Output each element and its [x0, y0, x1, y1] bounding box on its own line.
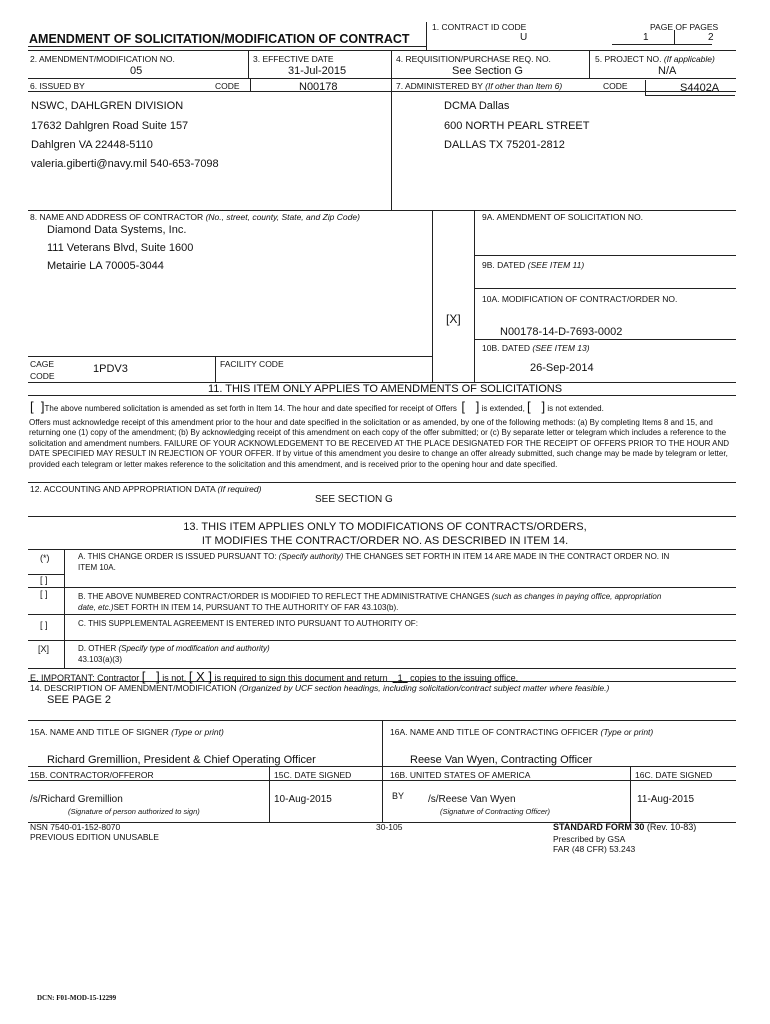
- issuer-street: 17632 Dahlgren Road Suite 157: [31, 120, 189, 132]
- page-number: 1: [643, 32, 649, 43]
- contractor-is-not-checkbox[interactable]: [ ]: [141, 669, 160, 684]
- contracting-officer-name: Reese Van Wyen, Contracting Officer: [410, 754, 593, 766]
- item-13b-text: B. THE ABOVE NUMBERED CONTRACT/ORDER IS MODIFIED TO REFLECT THE ADMINISTRATIVE CHANGES (such as changes in paying office, appropriation: [78, 592, 662, 601]
- project-value: N/A: [658, 65, 677, 77]
- item-13a-text-2: ITEM 10A.: [78, 563, 116, 572]
- issued-by-label: 6. ISSUED BY: [30, 81, 85, 91]
- issuer-contact: valeria.giberti@navy.mil 540-653-7098: [31, 158, 219, 170]
- contractor-street: 111 Veterans Blvd, Suite 1600: [47, 242, 194, 254]
- form-title: AMENDMENT OF SOLICITATION/MODIFICATION OF CONTRACT: [29, 32, 410, 46]
- requisition-value: See Section G: [452, 65, 523, 77]
- item-13a-mark[interactable]: (*): [40, 553, 50, 563]
- dcn-number: DCN: F01-MOD-15-12299: [37, 994, 117, 1002]
- by-label: BY: [392, 791, 405, 801]
- issuer-city: Dahlgren VA 22448-5110: [31, 139, 153, 151]
- project-label: 5. PROJECT NO. (If applicable): [595, 54, 715, 64]
- cage-code: 1PDV3: [93, 363, 128, 375]
- item-15c-label: 15C. DATE SIGNED: [274, 770, 352, 780]
- item-13b-text-2: date, etc.)SET FORTH IN ITEM 14, PURSUANT TO THE AUTHORITY OF FAR 43.103(b).: [78, 603, 399, 612]
- item-13b-mark[interactable]: [ ]: [40, 589, 48, 599]
- nsn-number: NSN 7540-01-152-8070: [30, 822, 121, 832]
- solicitation-amended-checkbox[interactable]: [ ]: [30, 399, 45, 414]
- offers-not-extended-checkbox[interactable]: [ ]: [527, 399, 546, 414]
- admin-street: 600 NORTH PEARL STREET: [444, 120, 590, 132]
- offers-extended-checkbox[interactable]: [ ]: [461, 399, 480, 414]
- admin-code-label: CODE: [603, 81, 628, 91]
- item-10b-label: 10B. DATED (SEE ITEM 13): [482, 343, 590, 353]
- code-label: CODE: [215, 81, 240, 91]
- requisition-label: 4. REQUISITION/PURCHASE REQ. NO.: [396, 54, 551, 64]
- administered-by-label: 7. ADMINISTERED BY (If other than Item 6): [396, 81, 563, 91]
- item-13d-mark[interactable]: [X]: [38, 644, 50, 654]
- admin-name: DCMA Dallas: [444, 100, 510, 112]
- officer-signature-caption: (Signature of Contracting Officer): [440, 807, 551, 816]
- accounting-data: SEE SECTION G: [315, 494, 393, 505]
- contractor-name: Diamond Data Systems, Inc.: [47, 224, 187, 236]
- item-15a-label: 15A. NAME AND TITLE OF SIGNER (Type or print): [30, 727, 224, 737]
- item-13-blank-mark[interactable]: [ ]: [40, 575, 48, 585]
- item-10-checkbox[interactable]: [X]: [446, 312, 461, 326]
- copies-count: 1: [397, 673, 403, 683]
- item-16c-label: 16C. DATE SIGNED: [635, 770, 713, 780]
- item-11-instructions: Offers must acknowledge receipt of this amendment prior to the hour and date specified in the solicitation or as amended, by one of the following methods: (a) By completing Items 8 and 15, and returning one (1) copy of the amendment; (b) By acknowledging receipt of this amendment on each copy of the offer submitted; or (c) By separate letter or telegram which includes a reference to the solicitation and amendment numbers. FAILURE OF YOUR ACKNOWLEDGEMENT TO BE RECEIVED AT THE PLACE DESIGNATED FOR THE RECEIPT OF OFFERS PRIOR TO THE HOUR AND DATE SPECIFIED MAY RESULT IN REJECTION OF YOUR OFFER. If by virtue of this amendment you desire to change an offer already submitted, such change may be made by telegram or letter, provided each telegram or letter makes reference to the solicitation and this amendment, and is received prior to the opening hour and date specified.: [29, 418, 730, 469]
- form-number: STANDARD FORM 30 (Rev. 10-83): [553, 822, 697, 832]
- admin-city: DALLAS TX 75201-2812: [444, 139, 565, 151]
- item-13-heading-2: IT MODIFIES THE CONTRACT/ORDER NO. AS DESCRIBED IN ITEM 14.: [201, 535, 569, 547]
- page-of-pages-label: PAGE OF PAGES: [650, 22, 719, 32]
- contractor-required-checkbox[interactable]: [ X ]: [188, 669, 212, 684]
- contractor-city: Metairie LA 70005-3044: [47, 260, 164, 272]
- item-16a-label: 16A. NAME AND TITLE OF CONTRACTING OFFICER (Type or print): [390, 727, 654, 737]
- contractor-signature-caption: (Signature of person authorized to sign): [68, 807, 200, 816]
- amendment-no-label: 2. AMENDMENT/MODIFICATION NO.: [30, 54, 175, 64]
- officer-date-signed: 11-Aug-2015: [637, 794, 695, 805]
- contract-id-code-label: 1. CONTRACT ID CODE: [432, 22, 527, 32]
- effective-date-label: 3. EFFECTIVE DATE: [253, 54, 334, 64]
- item-13c-mark[interactable]: [ ]: [40, 620, 48, 630]
- item-14-label: 14. DESCRIPTION OF AMENDMENT/MODIFICATION (Organized by UCF section headings, including solicitation/contract subject matter where feasible.): [30, 683, 610, 693]
- effective-date: 31-Jul-2015: [288, 65, 347, 77]
- page-count: 2: [708, 32, 714, 43]
- contractor-signature: /s/Richard Gremillion: [30, 794, 123, 805]
- contract-order-no: N00178-14-D-7693-0002: [500, 326, 623, 338]
- item-9b-label: 9B. DATED (SEE ITEM 11): [482, 260, 585, 270]
- item-10a-label: 10A. MODIFICATION OF CONTRACT/ORDER NO.: [482, 294, 678, 304]
- issuer-code: N00178: [299, 81, 338, 93]
- item-13d-text: D. OTHER (Specify type of modification and authority): [78, 644, 270, 653]
- item-13a-text: A. THIS CHANGE ORDER IS ISSUED PURSUANT TO: (Specify authority) THE CHANGES SET FORTH IN ITEM 14 ARE MADE IN THE CONTRACT ORDER NO. IN: [78, 552, 670, 561]
- far-reference: FAR (48 CFR) 53.243: [553, 844, 636, 854]
- cage-label-2: CODE: [30, 371, 55, 381]
- item-9a-label: 9A. AMENDMENT OF SOLICITATION NO.: [482, 212, 644, 222]
- modification-description: SEE PAGE 2: [47, 694, 111, 706]
- item-e-important: E. IMPORTANT: Contractor [ ] is not, [ X ] is required to sign this document and return 1 copies to the issuing office.: [30, 669, 519, 684]
- contractor-date-signed: 10-Aug-2015: [274, 794, 332, 805]
- item-15b-label: 15B. CONTRACTOR/OFFEROR: [30, 770, 154, 780]
- signer-name-title: Richard Gremillion, President & Chief Operating Officer: [47, 754, 316, 766]
- form-center-code: 30-105: [376, 822, 403, 832]
- contract-date: 26-Sep-2014: [530, 362, 594, 374]
- previous-edition-note: PREVIOUS EDITION UNUSABLE: [30, 832, 159, 842]
- item-13c-text: C. THIS SUPPLEMENTAL AGREEMENT IS ENTERED INTO PURSUANT TO AUTHORITY OF:: [78, 619, 418, 628]
- amendment-no: 05: [130, 65, 143, 77]
- item-16b-label: 16B. UNITED STATES OF AMERICA: [390, 770, 531, 780]
- issuer-name: NSWC, DAHLGREN DIVISION: [31, 100, 184, 112]
- item-13d-authority: 43.103(a)(3): [78, 655, 123, 664]
- item-11-heading: 11. THIS ITEM ONLY APPLIES TO AMENDMENTS OF SOLICITATIONS: [207, 383, 563, 395]
- cage-label: CAGE: [30, 359, 55, 369]
- item-13-heading-1: 13. THIS ITEM APPLIES ONLY TO MODIFICATIONS OF CONTRACTS/ORDERS,: [183, 521, 587, 533]
- officer-signature: /s/Reese Van Wyen: [428, 794, 516, 805]
- admin-code: S4402A: [680, 82, 720, 94]
- item-12-label: 12. ACCOUNTING AND APPROPRIATION DATA (If required): [30, 484, 262, 494]
- facility-code-label: FACILITY CODE: [220, 359, 284, 369]
- item-11-line1: [ ]The above numbered solicitation is amended as set forth in Item 14. The hour and date specified for receipt of Offers [ ] is extended, [ ] is not extended.: [30, 399, 604, 414]
- contract-id-code: U: [520, 32, 528, 43]
- contractor-label: 8. NAME AND ADDRESS OF CONTRACTOR (No., street, county, State, and Zip Code): [30, 212, 360, 222]
- prescribed-by: Prescribed by GSA: [553, 834, 626, 844]
